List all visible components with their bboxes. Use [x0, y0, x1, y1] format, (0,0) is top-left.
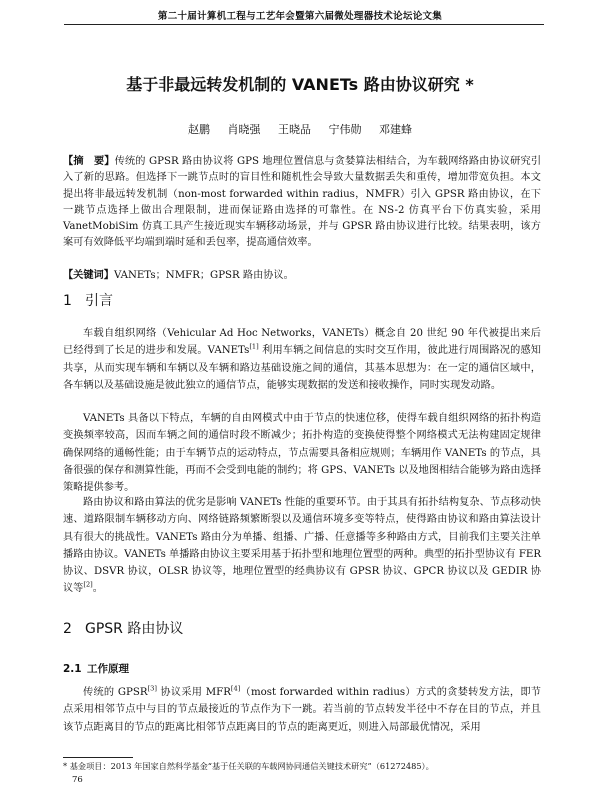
keywords [63, 268, 541, 283]
paragraph-text: 传统的 GPSR [83, 687, 148, 698]
paragraph-text: 利用车辆之间信息的实时交互作用，彼此进行周围路况的感知共享，从而实现车辆和车辆以及车辆和路边基础设施之间的通信，其基本思想为：在一定的通信区域中，各车辆以及基础设施是彼此独立的通信节点，能够实现数据的发送和接收操作，同时实现发动路。 [63, 345, 541, 391]
section-heading-introduction [63, 290, 113, 310]
author-name: 王晓品 [278, 123, 311, 136]
section-heading-gpsr [63, 618, 183, 638]
citation: [4] [230, 684, 241, 693]
keywords-text: VANETs；NMFR；GPSR 路由协议。 [113, 270, 294, 281]
page-number: 76 [72, 775, 83, 785]
funding-footnote: * 基金项目：2013 年国家自然科学基金“基于任关联的车载网协同通信关键技术研究”（61272485）。 [63, 761, 434, 771]
section-title: GPSR 路由协议 [85, 621, 184, 637]
subsection-heading [63, 661, 129, 676]
paragraph [63, 684, 541, 736]
citation: [3] [147, 684, 157, 693]
paragraph-text: 协议采用 MFR [156, 687, 231, 698]
paragraph-text: （most forwarded within radius）方式的贪婪转发方法，即节点采用相邻节点中与目的节点最接近的节点作为下一跳。若当前的节点转发半径中不存在目的节点，并且该节点距离目的节点的距离比相邻节点距离目的节点的距离更近，则进入局部最优情况，采用 [63, 687, 541, 733]
paragraph: VANETs 具备以下特点，车辆的自由网模式中由于节点的快速位移，使得车载自组织网络的拓扑构造变换频率较高，因而车辆之间的通信时段不断减少；拓扑构造的变换使得整个网络模式无法构建固定规律确保网络的通畅性能；由于车辆节点的运动特点，节点需要具备相应规则；车辆用作 VANETs 的节点，具备很强的保存和测算性能，再而不会受到电能的制约；将 GPS、VANETs 以及地图相结合能够为路由选择策略提供参考。 [63, 413, 541, 494]
abstract-text: 传统的 GPSR 路由协议将 GPS 地理位置信息与贪婪算法相结合，为车载网络路由协议研究引入了新的思路。但选择下一跳节点时的盲目性和随机性会导致大量数据丢失和重传，增加带宽负担。本文提出将非最远转发机制（non-most forwarded within radius，NMFR）引入 GPSR 路由协议，在下一跳节点选择上做出合理限制，进而保证路由选择的可靠性。在 NS-2 仿真平台下仿真实验，采用 VanetMobiSim 仿真工具产生接近现实车辆移动场景，并与 GPSR 路由协议进行比较。结果表明，该方案可有效降低平均端到端时延和丢包率，提高通信效率。 [63, 156, 541, 249]
header-rule [64, 24, 544, 25]
section-number: 2 [63, 621, 72, 637]
keywords-label: 【关键词】 [63, 269, 114, 281]
paragraph-text: 。 [92, 583, 103, 595]
abstract-label: 【摘 要】 [63, 155, 115, 167]
paragraph [63, 494, 541, 598]
author-name: 肖晓强 [227, 123, 261, 136]
author-list [150, 121, 450, 137]
author-name: 宁伟勋 [328, 123, 362, 136]
running-head: 第二十届计算机工程与工艺年会暨第六届微处理器技术论坛论文集 [157, 11, 443, 22]
paper-title: 基于非最远转发机制的 VANETs 路由协议研究 * [126, 75, 474, 94]
abstract [63, 153, 541, 252]
paragraph [63, 325, 541, 394]
paragraph-text: 路由协议和路由算法的优劣是影响 VANETs 性能的重要环节。由于其具有拓扑结构复杂、节点移动快速、道路限制车辆移动方向、网络链路频繁断裂以及通信环境多变等特点，使得路由协议和路由算法设计具有很大的挑战性。VANETs 路由分为单播、组播、广播、任意播等多种路由方式，目前我们主要关注单播路由协议。VANETs 单播路由协议主要采用基于拓扑型和地理位置型的两种。典型的拓扑型协议有 FER 协议、DSVR 协议，OLSR 协议等，地理位置型的经典协议有 GPSR 协议、GPCR 协议以及 GEDIR 协议等 [63, 497, 541, 595]
section-number: 1 [63, 293, 72, 309]
footnote-rule [63, 757, 133, 758]
citation: [2] [83, 581, 93, 590]
subsection-number: 2.1 [63, 663, 82, 675]
author-name: 赵鹏 [188, 123, 210, 136]
subsection-title: 工作原理 [87, 663, 129, 675]
author-name: 邓建蜂 [379, 123, 412, 136]
citation: [1] [249, 342, 259, 351]
section-title: 引言 [85, 293, 113, 309]
paragraph-text: 车载自组织网络（Vehicular Ad Hoc Networks，VANETs）概念自 20 世纪 90 年代被提出来后已经得到了长足的进步和发展。VANETs [63, 328, 541, 357]
